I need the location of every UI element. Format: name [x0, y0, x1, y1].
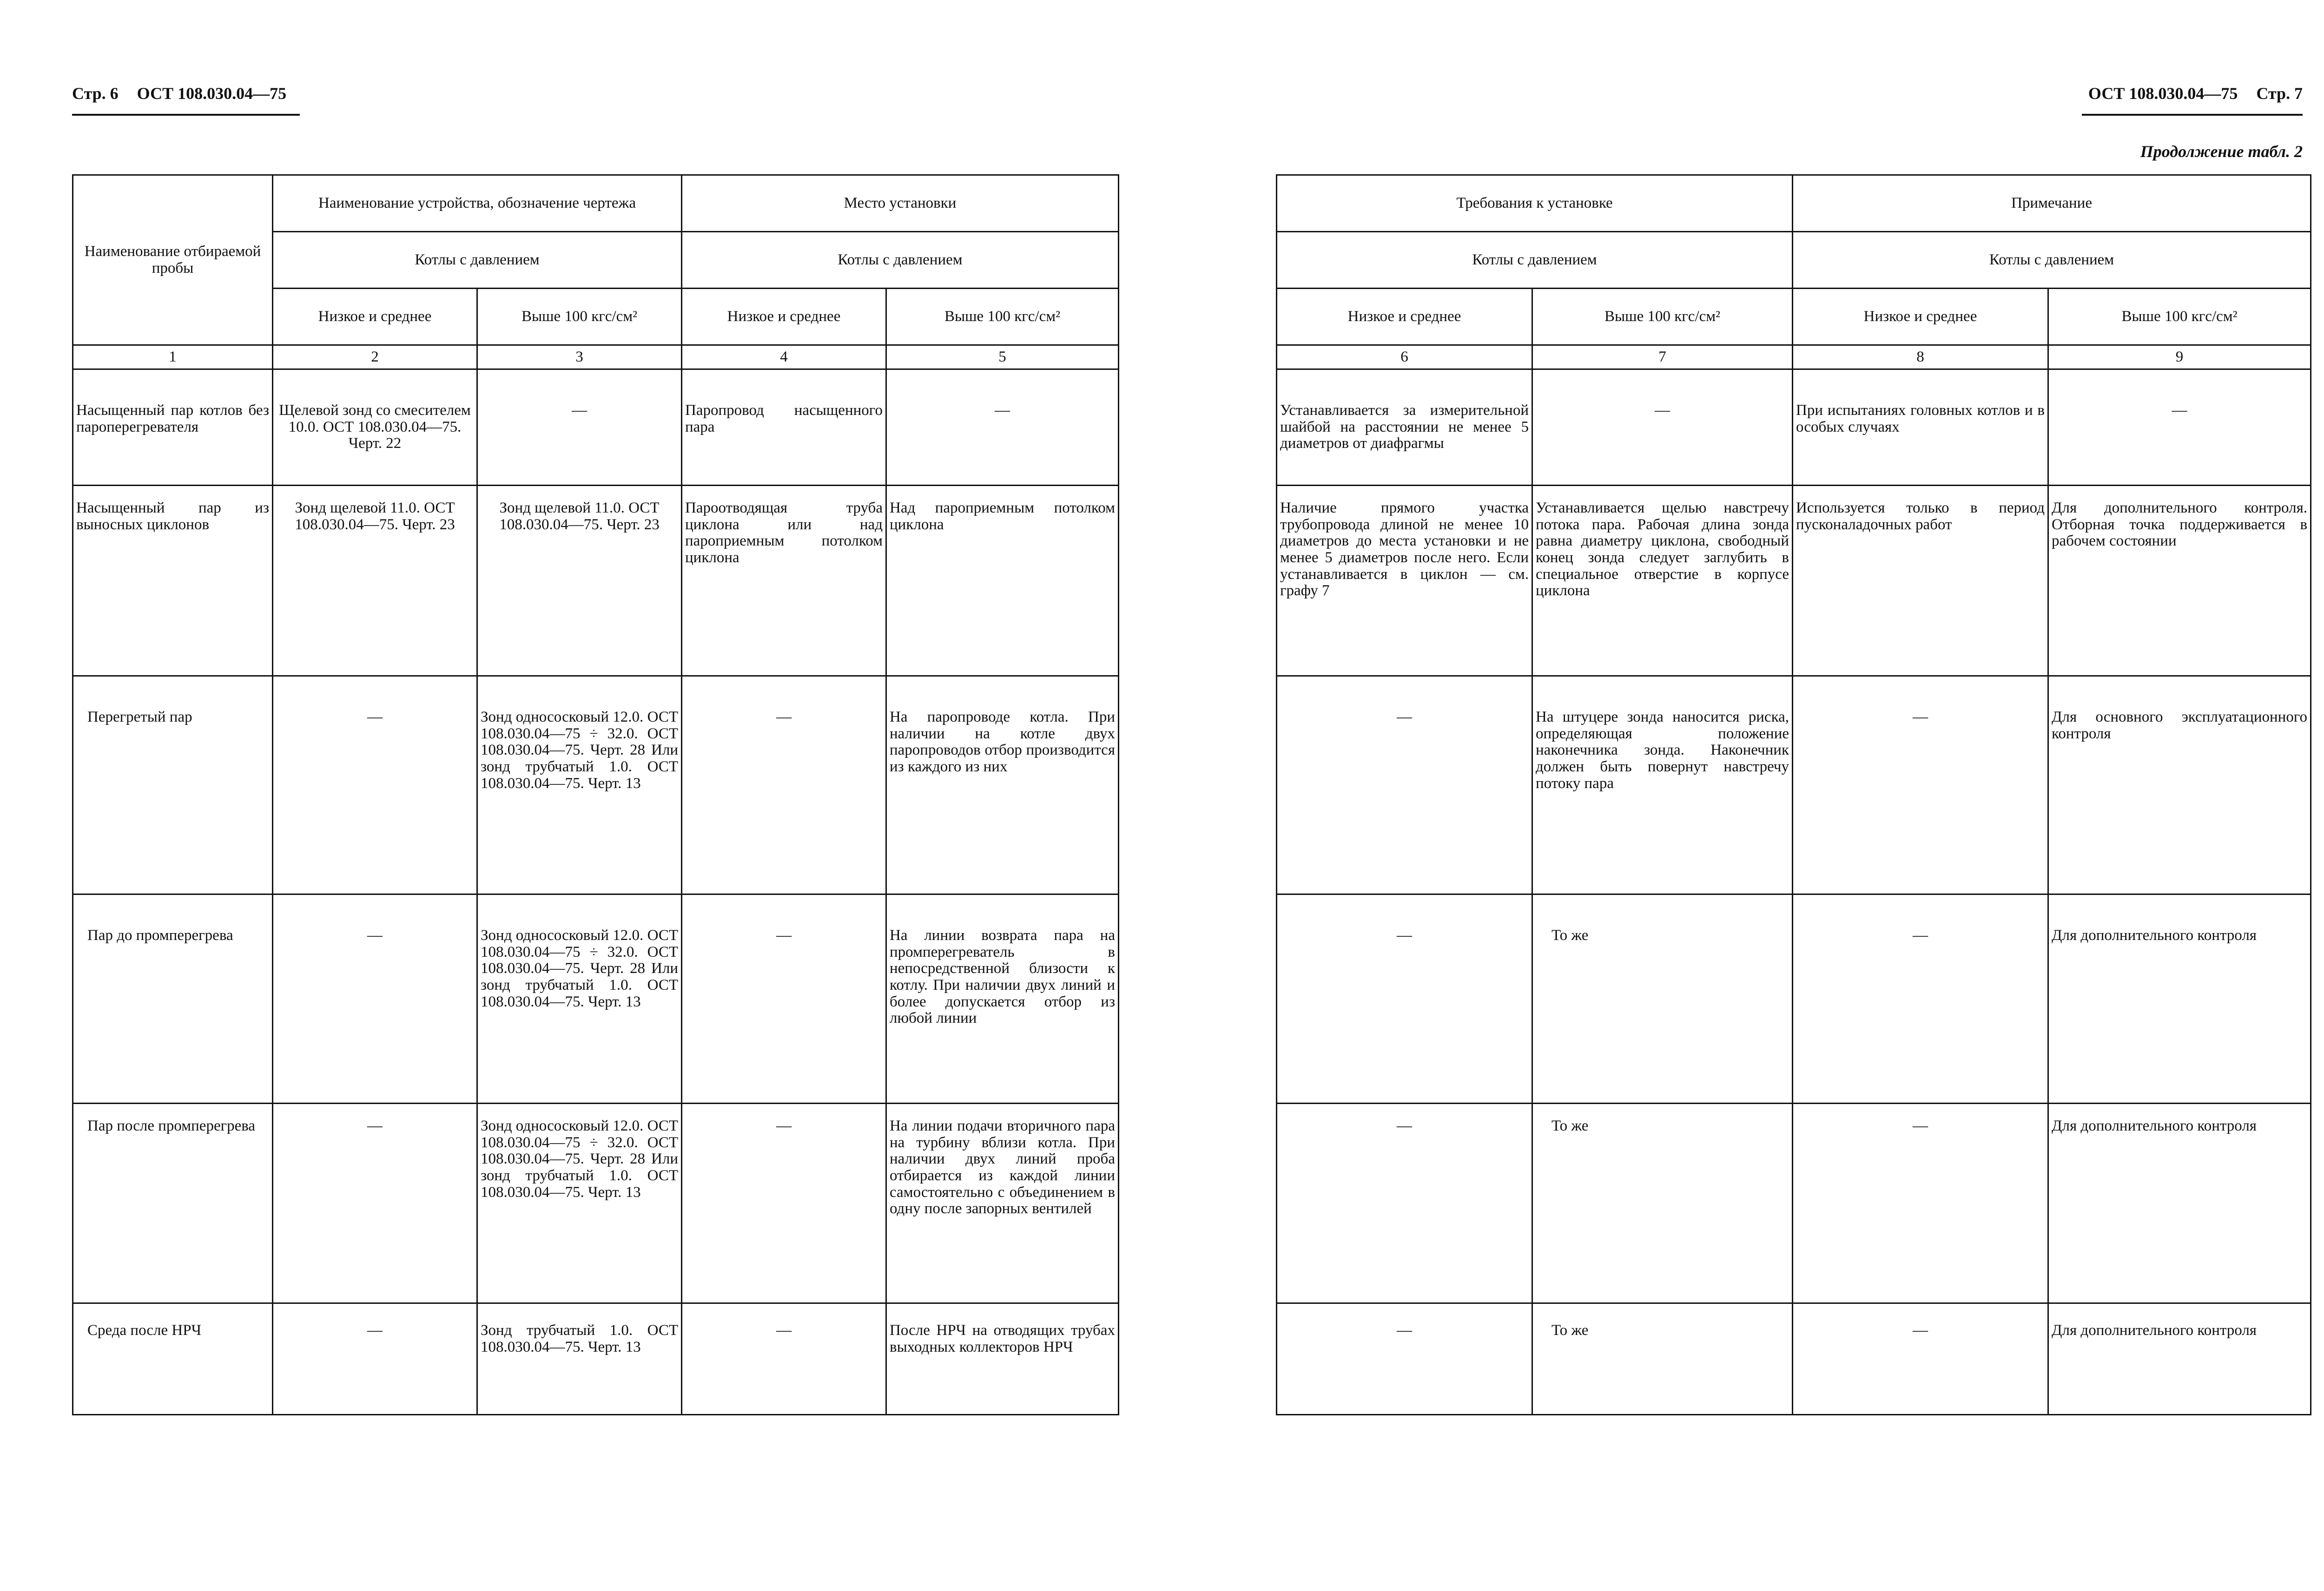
requirement-low: Устанавливается за измерительной шайбой на расстоянии не менее 5 диаметров от диафрагмы: [1277, 369, 1532, 486]
note-low: —: [1793, 676, 2048, 894]
col-number: 8: [1793, 345, 2048, 369]
place-high: —: [886, 369, 1119, 486]
requirement-high: То же: [1532, 894, 1793, 1104]
col-number: 7: [1532, 345, 1793, 369]
right-page: [1208, 0, 2324, 1591]
table-row: [73, 1104, 1119, 1303]
sample-name: Пар до промперегрева: [73, 894, 273, 1104]
place-low: —: [682, 1104, 886, 1303]
note-high: Для основного эксплуатационного контроля: [2048, 676, 2311, 894]
device-high: —: [477, 369, 682, 486]
device-high: Зонд однососковый 12.0. ОСТ 108.030.04—75 ÷ 32.0. ОСТ 108.030.04—75. Черт. 28 Или зонд трубчатый 1.0. ОСТ 108.030.04—75. Черт. 13: [477, 894, 682, 1104]
sampling-table-part-1: [72, 174, 1119, 1415]
subgroup-boilers: Котлы с давлением: [1793, 232, 2311, 289]
place-low: Паропровод насыщенного пара: [682, 369, 886, 486]
col-number: 2: [273, 345, 477, 369]
table-row: [1277, 894, 2311, 1104]
device-high: Зонд трубчатый 1.0. ОСТ 108.030.04—75. Черт. 13: [477, 1303, 682, 1415]
subgroup-boilers: Котлы с давлением: [1277, 232, 1793, 289]
col-header-high: Выше 100 кгс/см²: [886, 289, 1119, 345]
table-row: [1277, 1104, 2311, 1303]
requirement-low: —: [1277, 1303, 1532, 1415]
note-high: Для дополнительного контроля: [2048, 1303, 2311, 1415]
col-number: 6: [1277, 345, 1532, 369]
requirement-high: На штуцере зонда наносится риска, определяющая положение наконечника зонда. Наконечник должен быть повернут навстречу потоку пара: [1532, 676, 1793, 894]
note-high: Для дополнительного контроля: [2048, 1104, 2311, 1303]
requirement-low: —: [1277, 676, 1532, 894]
device-low: —: [273, 894, 477, 1104]
subgroup-boilers: Котлы с давлением: [273, 232, 682, 289]
device-low: —: [273, 676, 477, 894]
col-header-low: Низкое и среднее: [1793, 289, 2048, 345]
sample-name: Пар после промперегрева: [73, 1104, 273, 1303]
note-low: —: [1793, 1303, 2048, 1415]
requirement-high: —: [1532, 369, 1793, 486]
table-row: [1277, 1303, 2311, 1415]
device-high: Зонд щелевой 11.0. ОСТ 108.030.04—75. Черт. 23: [477, 486, 682, 676]
col-number: 9: [2048, 345, 2311, 369]
note-low: —: [1793, 894, 2048, 1104]
note-low: —: [1793, 1104, 2048, 1303]
sample-name: Насыщенный пар котлов без пароперегревателя: [73, 369, 273, 486]
table-row: [1277, 676, 2311, 894]
device-low: —: [273, 1303, 477, 1415]
place-high: На линии возврата пара на промперегреватель в непосредственной близости к котлу. При наличии двух линий и более допускается отбор из любой линии: [886, 894, 1119, 1104]
note-high: Для дополнительного контроля: [2048, 894, 2311, 1104]
col-group-place: Место установки: [682, 175, 1119, 232]
doc-code: ОСТ 108.030.04—75: [137, 84, 287, 103]
col-header-low: Низкое и среднее: [682, 289, 886, 345]
requirement-low: —: [1277, 1104, 1532, 1303]
device-high: Зонд однососковый 12.0. ОСТ 108.030.04—75 ÷ 32.0. ОСТ 108.030.04—75. Черт. 28 Или зонд трубчатый 1.0. ОСТ 108.030.04—75. Черт. 13: [477, 676, 682, 894]
sample-name: Насыщенный пар из выносных циклонов: [73, 486, 273, 676]
col-header-low: Низкое и среднее: [273, 289, 477, 345]
subgroup-boilers: Котлы с давлением: [682, 232, 1119, 289]
header-rule: [72, 114, 300, 116]
place-low: —: [682, 894, 886, 1104]
place-low: Пароотводящая труба циклона или над пароприемным потолком циклона: [682, 486, 886, 676]
requirement-high: То же: [1532, 1303, 1793, 1415]
col-group-requirements: Требования к установке: [1277, 175, 1793, 232]
page-number: Стр. 6: [72, 84, 119, 103]
col-group-device: Наименование устройства, обозначение чертежа: [273, 175, 682, 232]
col-header-high: Выше 100 кгс/см²: [477, 289, 682, 345]
col-number: 4: [682, 345, 886, 369]
place-high: После НРЧ на отводящих трубах выходных коллекторов НРЧ: [886, 1303, 1119, 1415]
requirement-low: —: [1277, 894, 1532, 1104]
sample-name: Перегретый пар: [73, 676, 273, 894]
page-number: Стр. 7: [2256, 84, 2303, 103]
col-number: 5: [886, 345, 1119, 369]
col-number: 1: [73, 345, 273, 369]
place-high: На линии подачи вторичного пара на турбину вблизи котла. При наличии двух линий проба отбирается из каждой линии самостоятельно с объединением в одну после запорных вентилей: [886, 1104, 1119, 1303]
right-page-header: [2088, 84, 2303, 103]
table-row: [73, 369, 1119, 486]
table-row: [1277, 486, 2311, 676]
requirement-low: Наличие прямого участка трубопровода длиной не менее 10 диаметров до места установки и не менее 5 диаметров после него. Если устанавливается в циклон — см. графу 7: [1277, 486, 1532, 676]
doc-code: ОСТ 108.030.04—75: [2088, 84, 2238, 103]
device-low: Щелевой зонд со смесителем 10.0. ОСТ 108.030.04—75. Черт. 22: [273, 369, 477, 486]
col-header-sample-name: Наименование отбираемой пробы: [73, 175, 273, 345]
note-high: Для дополнительного контроля. Отборная точка поддерживается в рабочем состоянии: [2048, 486, 2311, 676]
left-page-header: [72, 84, 286, 103]
table-row: [73, 1303, 1119, 1415]
note-low: Используется только в период пусконаладочных работ: [1793, 486, 2048, 676]
device-high: Зонд однососковый 12.0. ОСТ 108.030.04—75 ÷ 32.0. ОСТ 108.030.04—75. Черт. 28 Или зонд трубчатый 1.0. ОСТ 108.030.04—75. Черт. 13: [477, 1104, 682, 1303]
sample-name: Среда после НРЧ: [73, 1303, 273, 1415]
table-row: [73, 894, 1119, 1104]
sampling-table-part-2: [1276, 174, 2311, 1415]
col-header-high: Выше 100 кгс/см²: [1532, 289, 1793, 345]
col-group-notes: Примечание: [1793, 175, 2311, 232]
table-continuation-label: Продолжение табл. 2: [2140, 142, 2303, 161]
device-low: Зонд щелевой 11.0. ОСТ 108.030.04—75. Черт. 23: [273, 486, 477, 676]
place-low: —: [682, 1303, 886, 1415]
place-high: На паропроводе котла. При наличии на котле двух паропроводов отбор производится из каждого из них: [886, 676, 1119, 894]
device-low: —: [273, 1104, 477, 1303]
table-row: [1277, 369, 2311, 486]
table-row: [73, 486, 1119, 676]
table-row: [73, 676, 1119, 894]
header-rule: [2082, 114, 2303, 116]
note-low: При испытаниях головных котлов и в особых случаях: [1793, 369, 2048, 486]
col-header-high: Выше 100 кгс/см²: [2048, 289, 2311, 345]
place-high: Над пароприемным потолком циклона: [886, 486, 1119, 676]
col-number: 3: [477, 345, 682, 369]
place-low: —: [682, 676, 886, 894]
note-high: —: [2048, 369, 2311, 486]
col-header-low: Низкое и среднее: [1277, 289, 1532, 345]
requirement-high: Устанавливается щелью навстречу потока пара. Рабочая длина зонда равна диаметру циклона, свободный конец зонда следует заглубить в специальное отверстие в корпусе циклона: [1532, 486, 1793, 676]
requirement-high: То же: [1532, 1104, 1793, 1303]
